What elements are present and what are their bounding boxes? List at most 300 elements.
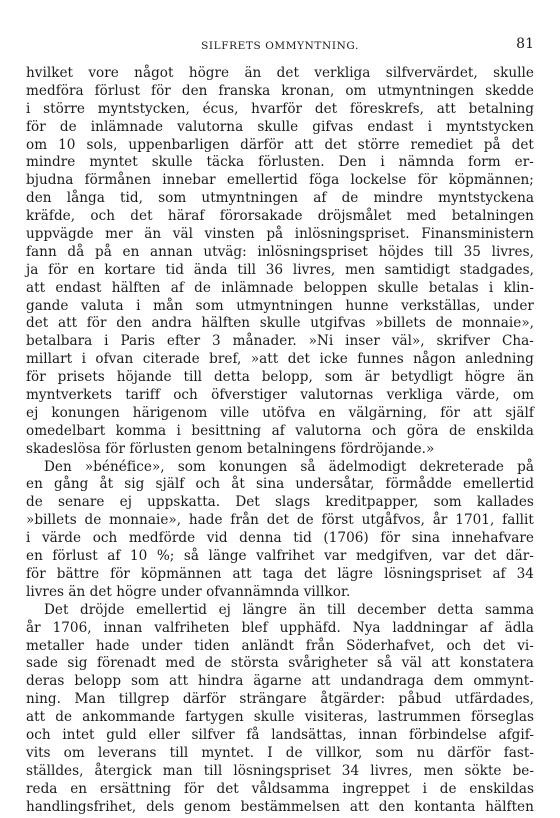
word: genom — [184, 798, 231, 815]
text-line — [26, 405, 534, 423]
word: och — [173, 387, 198, 404]
text-line — [26, 387, 534, 405]
word: att — [311, 673, 331, 690]
word: att — [26, 709, 46, 726]
word: ommynt- — [473, 673, 534, 690]
word: taga — [262, 565, 294, 582]
word: konstatera — [459, 655, 534, 672]
word: skrifver — [436, 333, 491, 350]
word: Den — [44, 458, 72, 475]
text-line — [26, 226, 534, 244]
word: endast — [55, 279, 102, 296]
text-line — [26, 566, 534, 584]
word: ej — [119, 494, 132, 511]
word: någon — [413, 351, 456, 368]
word: guld — [106, 726, 137, 743]
word: det — [474, 548, 497, 565]
text-line — [26, 691, 534, 709]
word: en — [26, 476, 43, 493]
word: utmyntningen — [201, 190, 299, 207]
word: vid — [206, 530, 228, 547]
word: lastrummen — [377, 709, 461, 726]
word: livres, — [491, 243, 534, 260]
word: de — [439, 780, 457, 797]
running-title: SILFRETS OMMYNTNING. — [201, 40, 359, 52]
word: i — [104, 333, 109, 350]
word: till — [203, 762, 223, 779]
text-line — [26, 315, 534, 333]
word: nu — [416, 744, 435, 761]
word: som — [324, 369, 353, 386]
word: stadgades, — [459, 261, 534, 278]
word: härigenom — [132, 404, 208, 421]
word: slags — [274, 494, 311, 511]
word: de — [59, 118, 77, 135]
text-line — [26, 101, 534, 119]
text-line — [26, 280, 534, 298]
text-line — [26, 709, 534, 727]
word: det — [89, 583, 117, 600]
word: inser — [345, 333, 380, 350]
word: den — [181, 82, 208, 99]
word: landsättas, — [271, 726, 347, 743]
word: senare — [57, 494, 105, 511]
word: sig — [67, 655, 88, 672]
word: för — [151, 82, 171, 99]
word: största — [230, 655, 279, 672]
word: för — [440, 404, 460, 421]
word: ädla — [504, 619, 534, 636]
word: själf — [505, 404, 534, 421]
word: på — [517, 458, 534, 475]
word: belopp, — [261, 369, 313, 386]
word: icke — [319, 351, 348, 368]
word: anländt — [241, 637, 294, 654]
word: kräfde, — [26, 208, 76, 225]
word: verkliga — [314, 65, 371, 81]
word: vinsten — [204, 226, 255, 243]
word: så — [183, 548, 200, 565]
word: den — [116, 315, 142, 332]
word: kreditpapper, — [325, 494, 419, 511]
word: af — [492, 565, 506, 582]
word: det — [483, 637, 506, 654]
word: bättre — [56, 565, 100, 582]
word: myntverkets — [26, 387, 112, 404]
word: sig — [124, 476, 145, 493]
word: remediet — [410, 136, 473, 153]
word: med — [165, 655, 196, 672]
word: till — [434, 243, 453, 260]
word: hindra — [198, 673, 244, 690]
word: och — [26, 726, 51, 743]
word: i — [26, 530, 31, 547]
word: innehafvare — [451, 530, 534, 547]
word: omedelbart — [26, 422, 106, 439]
word: be- — [512, 762, 534, 779]
word: betalbara — [26, 333, 93, 350]
word: som — [177, 458, 206, 475]
word: Det — [235, 494, 260, 511]
word: uppskatta. — [147, 494, 221, 511]
word: »billets — [26, 512, 77, 529]
word: vi- — [517, 637, 534, 654]
word: ofvan — [95, 351, 134, 368]
word: Paris — [120, 333, 156, 350]
word: medförde — [128, 530, 196, 547]
text-line — [26, 244, 534, 262]
word: emellertid — [463, 476, 534, 493]
word: värde — [41, 530, 82, 547]
word: en — [70, 780, 88, 797]
word: nämnda — [398, 154, 455, 171]
word: det — [314, 100, 338, 117]
word: om — [512, 387, 534, 404]
word: långa — [66, 190, 105, 207]
word: det — [216, 780, 239, 797]
word: Nya — [352, 619, 381, 636]
word: myntet — [89, 154, 138, 171]
word: för — [380, 530, 401, 547]
word: hälften — [201, 315, 251, 332]
word: innebar — [162, 172, 216, 189]
running-head — [26, 36, 534, 58]
word: och — [371, 422, 397, 439]
word: förlust — [52, 548, 98, 565]
word: vits — [26, 744, 51, 761]
word: åt — [99, 476, 114, 493]
word: hvilket — [26, 65, 74, 81]
word: förlust — [94, 82, 141, 99]
text-line — [26, 172, 534, 190]
word: väl — [401, 655, 422, 672]
text-line — [26, 727, 534, 745]
word: var — [442, 548, 465, 565]
word: för — [110, 565, 130, 582]
text-line — [26, 548, 534, 566]
word: att — [473, 404, 493, 421]
word: »billets — [375, 315, 426, 332]
word: det — [130, 208, 153, 225]
word: häraf — [167, 208, 205, 225]
word: dröjsmålet — [317, 208, 392, 225]
word: som — [375, 744, 404, 761]
word: år — [26, 619, 41, 636]
word: gande — [26, 297, 69, 314]
word: att — [57, 315, 78, 332]
word: göra — [406, 422, 439, 439]
word: betalas — [428, 279, 479, 296]
word: af — [170, 279, 184, 296]
word: ingreppet — [342, 780, 410, 797]
word: så — [377, 655, 393, 672]
word: mindre — [373, 190, 423, 207]
word: genom — [195, 440, 247, 457]
word: citerade — [142, 351, 200, 368]
word: än — [516, 369, 534, 386]
word: ja — [26, 261, 39, 278]
word: och — [90, 208, 115, 225]
word: under — [141, 637, 183, 654]
text-line — [26, 333, 534, 351]
word: dem — [433, 673, 464, 690]
word: ankommande — [82, 709, 176, 726]
word: som — [433, 494, 462, 511]
word: silfver — [191, 726, 235, 743]
word: mån — [153, 297, 183, 314]
word: förenadt — [96, 655, 156, 672]
text-line — [26, 673, 534, 691]
text-line — [26, 584, 534, 602]
page-number: 81 — [516, 36, 534, 52]
text-line — [26, 530, 534, 548]
word: valutornas — [300, 387, 374, 404]
word: än — [298, 601, 316, 618]
word: kronan, — [281, 82, 335, 99]
word: detta — [213, 369, 250, 386]
word: sina — [256, 476, 285, 493]
word: de — [341, 190, 359, 207]
word: 34 — [516, 565, 534, 582]
word: Det — [44, 601, 69, 618]
word: men — [423, 762, 454, 779]
word: medgifven, — [355, 548, 433, 565]
word: utmyntningen — [236, 297, 333, 314]
word: täcka — [206, 154, 245, 171]
word: till — [327, 601, 346, 618]
text-line — [26, 208, 534, 226]
word: få — [246, 726, 260, 743]
text-line — [26, 638, 534, 656]
word: år — [432, 512, 448, 529]
text-line — [26, 799, 534, 817]
word: för — [417, 172, 438, 189]
word: svårigheter — [288, 655, 368, 672]
word: det — [26, 315, 49, 332]
word: välgärning, — [348, 404, 428, 421]
word: ädelmodigt — [328, 458, 407, 475]
word: och — [195, 476, 221, 493]
word: dröjde — [80, 601, 125, 618]
word: till — [183, 369, 203, 386]
word: handlingsfrihet, — [26, 798, 137, 815]
word: förbindelse — [408, 726, 487, 743]
word: att — [436, 100, 456, 117]
word: högre — [464, 369, 506, 386]
word: af — [271, 422, 285, 439]
word: Söderhafvet, — [346, 637, 435, 654]
word: sols, — [86, 136, 118, 153]
word: livres, — [292, 261, 336, 278]
word: det — [511, 136, 534, 153]
word: tillgrep — [118, 691, 170, 708]
word: som — [195, 297, 224, 314]
word: millart — [26, 351, 73, 368]
word: men — [345, 261, 375, 278]
word: lösningspriset — [384, 565, 482, 582]
word: 1706, — [52, 619, 92, 636]
text-line — [26, 745, 534, 763]
word: det — [324, 136, 347, 153]
text-line — [26, 65, 534, 83]
word: för — [86, 315, 107, 332]
word: de — [55, 709, 73, 726]
word: påbud — [398, 691, 442, 708]
word: förseglas — [470, 709, 534, 726]
word: betalningens — [246, 440, 341, 457]
word: sade — [26, 655, 58, 672]
word: andra — [151, 315, 192, 332]
word: det — [266, 512, 290, 529]
text-line — [26, 190, 534, 208]
word: silfvervärdet, — [385, 65, 478, 81]
word: att — [349, 798, 369, 815]
word: höjande — [116, 369, 172, 386]
word: konungen — [51, 404, 120, 421]
word: skulle — [257, 118, 299, 135]
word: den — [26, 190, 52, 207]
word: de — [285, 744, 303, 761]
word: franska — [218, 82, 271, 99]
book-page — [26, 36, 534, 816]
word: de — [435, 315, 453, 332]
text-line — [26, 476, 534, 494]
word: fördröjande.» — [340, 440, 435, 457]
word: inlösningspriset — [257, 243, 368, 260]
word: större — [43, 100, 85, 117]
word: endast — [367, 118, 414, 135]
word: verkställas, — [401, 297, 481, 314]
word: er- — [514, 154, 534, 171]
word: i — [488, 279, 494, 296]
word: af — [313, 190, 327, 207]
word: som — [158, 190, 187, 207]
word: utgifvas — [310, 315, 366, 332]
word: innan — [103, 619, 143, 636]
word: villkor, — [315, 744, 363, 761]
word: först — [321, 512, 354, 529]
text-line — [26, 369, 534, 387]
word: besittning — [191, 422, 262, 439]
word: i — [81, 351, 86, 368]
word: värde, — [456, 387, 500, 404]
text-line — [26, 119, 534, 137]
text-line — [26, 763, 534, 781]
word: Man — [74, 691, 106, 708]
word: bestämmelsen — [240, 798, 341, 815]
word: »bénéfice», — [84, 458, 165, 475]
word: för — [26, 369, 46, 386]
word: efter — [166, 333, 201, 350]
word: emellertid — [136, 601, 207, 618]
word: valfrihet — [256, 548, 315, 565]
word: inlösningspriset. — [294, 226, 410, 243]
word: eller — [148, 726, 180, 743]
word: att — [232, 565, 252, 582]
word: utväg: — [203, 243, 247, 260]
word: med — [406, 208, 437, 225]
word: ända — [193, 261, 228, 278]
word: kortare — [104, 261, 156, 278]
word: »Ni — [308, 333, 334, 350]
word: under — [493, 297, 534, 314]
text-line — [26, 83, 534, 101]
word: förlusten — [129, 440, 196, 457]
word: är — [364, 369, 380, 386]
word: i — [380, 154, 385, 171]
word: fast- — [503, 744, 534, 761]
word: (1706) — [323, 530, 369, 547]
word: skadeslösa — [26, 440, 106, 457]
text-line — [26, 137, 534, 155]
word: utgåfvos, — [361, 512, 425, 529]
word: högre — [116, 583, 161, 600]
word: skulle — [259, 315, 301, 332]
word: för — [26, 565, 46, 582]
word: denna — [239, 530, 282, 547]
word: lockelse — [350, 172, 407, 189]
word: klin- — [503, 279, 534, 296]
word: förorsakade — [219, 208, 303, 225]
word: en — [318, 404, 336, 421]
word: att — [431, 655, 451, 672]
word: i — [427, 118, 433, 135]
word: under — [160, 583, 207, 600]
word: undandraga — [340, 673, 424, 690]
word: köpmännen; — [448, 172, 534, 189]
word: hälften — [111, 279, 161, 296]
text-line — [26, 262, 534, 280]
word: form — [468, 154, 501, 171]
text-line — [26, 298, 534, 316]
word: enskilda — [476, 422, 534, 439]
text-line — [26, 459, 534, 477]
word: samma — [484, 601, 534, 618]
word: i — [422, 780, 427, 797]
word: 36 — [265, 261, 284, 278]
text-line — [26, 423, 534, 441]
word: det — [287, 351, 311, 368]
word: väl», — [391, 333, 425, 350]
word: ersättning — [99, 780, 172, 797]
word: längre — [242, 601, 288, 618]
word: i — [176, 422, 181, 439]
word: i — [26, 100, 31, 117]
word: %; — [156, 548, 175, 565]
word: monnaie», — [462, 315, 534, 332]
word: 3 — [212, 333, 221, 350]
word: undersåtar, — [295, 476, 375, 493]
word: upphäfd. — [279, 619, 341, 636]
word: livres — [26, 583, 69, 600]
word: myntet. — [201, 744, 255, 761]
word: tid — [165, 261, 184, 278]
word: höjdes — [378, 243, 424, 260]
word: betalningen — [451, 208, 534, 225]
word: och — [92, 530, 118, 547]
word: skedde — [485, 82, 534, 99]
word: på — [94, 243, 112, 260]
word: ning. — [26, 691, 61, 708]
word: i — [136, 297, 141, 314]
word: detta — [437, 601, 474, 618]
word: inlämnade — [221, 279, 294, 296]
word: hunne — [345, 297, 389, 314]
word: uppvägde — [26, 226, 94, 243]
word: de — [296, 512, 314, 529]
word: om — [26, 136, 48, 153]
word: än — [144, 226, 162, 243]
